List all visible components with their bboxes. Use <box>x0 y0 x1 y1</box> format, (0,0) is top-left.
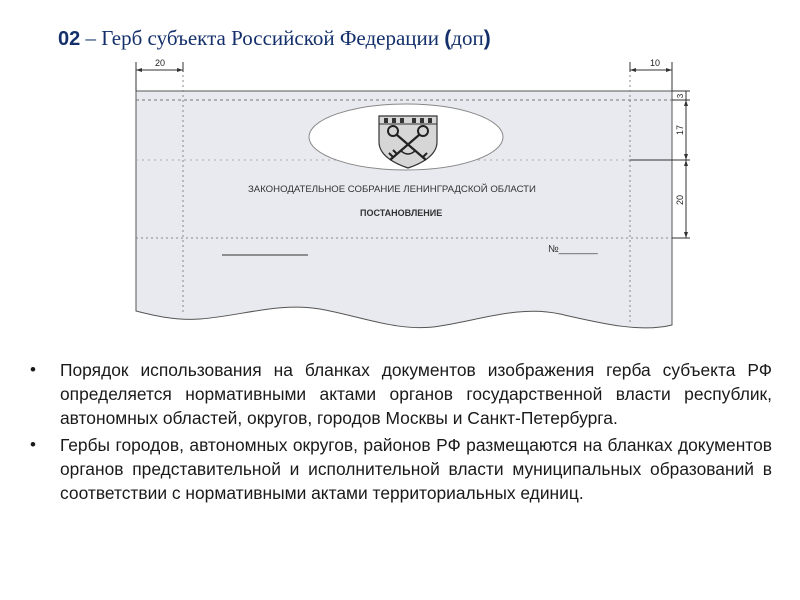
bullet-text: Гербы городов, автономных округов, районов РФ размещаются на бланках документов органов представительной и исполнительной власти муниципальных образований в соответствии с нормативными актами территориальных единиц. <box>60 435 772 503</box>
dim-right-label: 10 <box>649 58 661 68</box>
dim-v3-arrow-b <box>684 232 688 238</box>
title-text: Герб субъекта Российской Федерации <box>101 26 445 50</box>
dim-v1-label: 3 <box>676 93 685 99</box>
number-field: №_______ <box>548 244 598 255</box>
title-paren-open: ( <box>444 27 452 50</box>
dim-right-arrow-b <box>666 68 672 72</box>
slide-number: 02 <box>58 28 81 50</box>
bullet-item <box>30 358 772 430</box>
title-suffix: доп <box>451 26 484 50</box>
dim-v2-label: 17 <box>675 124 685 136</box>
dim-left-label: 20 <box>154 58 166 68</box>
bullet-item <box>30 433 772 505</box>
dim-v2-arrow-a <box>684 100 688 106</box>
dim-left-arrow-a <box>136 68 142 72</box>
dim-v2-arrow-b <box>684 154 688 160</box>
document-type: ПОСТАНОВЛЕНИЕ <box>360 208 443 218</box>
dim-right-arrow-a <box>630 68 636 72</box>
bullet-text: Порядок использования на бланках документов изображения герба субъекта РФ определяется нормативными актами органов государственной власти республик, автономных областей, округов, городов Москвы и Санкт-Петербурга. <box>60 360 772 428</box>
title-dash: – <box>80 26 102 50</box>
dim-v3-arrow-a <box>684 160 688 166</box>
bullet-marker: • <box>30 435 36 454</box>
dim-v3-label: 20 <box>675 194 685 206</box>
bullet-list <box>30 358 772 508</box>
bullet-marker: • <box>30 360 36 379</box>
title-paren-close: ) <box>483 27 491 50</box>
organization-name: ЗАКОНОДАТЕЛЬНОЕ СОБРАНИЕ ЛЕНИНГРАДСКОЙ ОБЛАСТИ <box>248 184 536 195</box>
dim-left-arrow-b <box>177 68 183 72</box>
